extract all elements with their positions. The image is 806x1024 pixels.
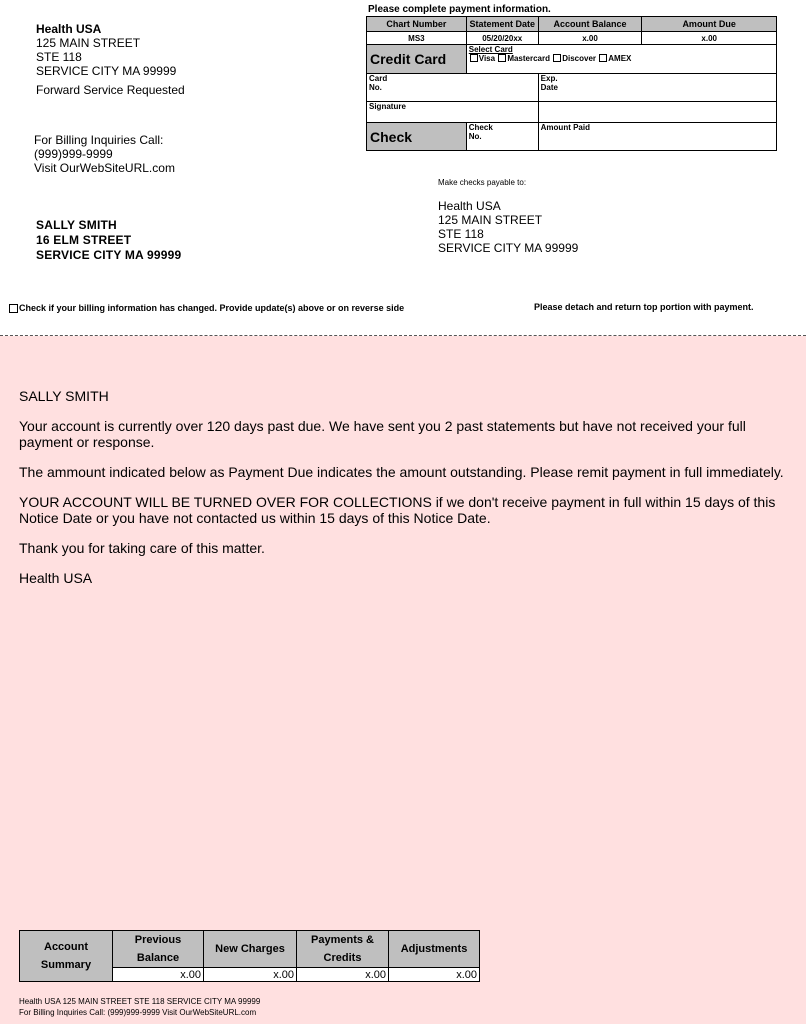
billing-website: Visit OurWebSiteURL.com	[34, 161, 175, 175]
header-adjustments: Adjustments	[389, 931, 480, 968]
visa-checkbox[interactable]	[470, 54, 478, 62]
footer-address: Health USA 125 MAIN STREET STE 118 SERVICE CITY MA 99999	[19, 997, 261, 1006]
check-number-field[interactable]	[466, 123, 538, 151]
header-previous-balance: Previous Balance	[113, 931, 204, 968]
signature-label: Signature	[369, 102, 406, 111]
header-chart-number: Chart Number	[367, 17, 467, 32]
amex-checkbox[interactable]	[599, 54, 607, 62]
sender-address	[36, 22, 185, 97]
billing-changed-checkbox[interactable]	[9, 304, 18, 313]
footer	[19, 996, 260, 1018]
patient-street: 16 ELM STREET	[36, 233, 132, 247]
credit-card-label: Credit Card	[367, 45, 467, 74]
billing-inquiries-label: For Billing Inquiries Call:	[34, 133, 164, 147]
billing-changed-label: Check if your billing information has changed. Provide update(s) above or on reverse side	[19, 303, 405, 313]
letter-paragraph-1: Your account is currently over 120 days past due. We have sent you 2 past statements but have not received your full payment or response.	[19, 418, 746, 450]
payee-city: SERVICE CITY MA 99999	[438, 241, 579, 255]
check-number-label: Check No.	[468, 123, 493, 141]
chart-number-value: MS3	[367, 32, 467, 45]
billing-inquiries	[34, 133, 175, 175]
sender-name: Health USA	[36, 22, 102, 36]
letter-paragraph-2: The ammount indicated below as Payment Due indicates the amount outstanding. Please remit payment in full immediately.	[19, 464, 784, 480]
letter-greeting: SALLY SMITH	[19, 388, 109, 404]
payee-suite: STE 118	[438, 227, 484, 241]
visa-label: Visa	[478, 54, 496, 63]
billing-changed-row	[9, 303, 404, 313]
sender-suite: STE 118	[36, 50, 82, 64]
card-select-cell	[466, 45, 776, 74]
payments-credits-value: x.00	[297, 968, 389, 982]
card-options	[469, 54, 774, 64]
signature-field[interactable]	[367, 102, 539, 123]
statement-date-value: 05/20/20xx	[466, 32, 538, 45]
remittance-stub	[0, 0, 806, 336]
sender-city: SERVICE CITY MA 99999	[36, 64, 177, 78]
amex-label: AMEX	[608, 54, 632, 63]
payee-name: Health USA	[438, 199, 501, 213]
account-balance-value: x.00	[538, 32, 642, 45]
amount-due-value: x.00	[642, 32, 777, 45]
account-summary-table	[19, 930, 480, 982]
mastercard-label: Mastercard	[507, 54, 550, 63]
check-label: Check	[367, 123, 467, 151]
payee-address	[438, 199, 578, 255]
checks-payable-note: Make checks payable to:	[438, 178, 527, 187]
patient-address	[36, 218, 181, 263]
sender-street: 125 MAIN STREET	[36, 36, 141, 50]
letter-paragraph-4: Thank you for taking care of this matter.	[19, 540, 265, 556]
letter-area	[0, 336, 806, 1024]
card-number-field[interactable]	[367, 74, 539, 102]
forward-service-note: Forward Service Requested	[36, 83, 185, 97]
header-statement-date: Statement Date	[466, 17, 538, 32]
card-number-label: Card No.	[369, 74, 388, 92]
patient-name: SALLY SMITH	[36, 218, 117, 232]
letter-body	[19, 388, 789, 600]
select-card-label: Select Card	[468, 45, 513, 54]
expiration-date-field[interactable]	[538, 74, 776, 102]
billing-phone: (999)999-9999	[34, 147, 113, 161]
new-charges-value: x.00	[204, 968, 297, 982]
discover-checkbox[interactable]	[553, 54, 561, 62]
expiration-date-label: Exp. Date	[540, 74, 558, 92]
discover-label: Discover	[562, 54, 597, 63]
previous-balance-value: x.00	[113, 968, 204, 982]
account-summary-label: Account Summary	[20, 931, 113, 982]
payment-caption: Please complete payment information.	[368, 4, 551, 15]
amount-paid-field[interactable]	[538, 123, 776, 151]
header-account-balance: Account Balance	[538, 17, 642, 32]
payment-table	[366, 16, 777, 151]
header-new-charges: New Charges	[204, 931, 297, 968]
payee-street: 125 MAIN STREET	[438, 213, 543, 227]
footer-contact: For Billing Inquiries Call: (999)999-9999 Visit OurWebSiteURL.com	[19, 1008, 257, 1017]
detach-note: Please detach and return top portion with payment.	[534, 302, 754, 312]
signature-field-extension[interactable]	[538, 102, 776, 123]
letter-signoff: Health USA	[19, 570, 93, 586]
adjustments-value: x.00	[389, 968, 480, 982]
header-payments-credits: Payments & Credits	[297, 931, 389, 968]
patient-city: SERVICE CITY MA 99999	[36, 248, 182, 262]
amount-paid-label: Amount Paid	[540, 123, 590, 132]
header-amount-due: Amount Due	[642, 17, 777, 32]
letter-paragraph-3: YOUR ACCOUNT WILL BE TURNED OVER FOR COLLECTIONS if we don't receive payment in full within 15 days of this Notice Date or you have not contacted us within 15 days of this Notice Date.	[19, 494, 776, 526]
mastercard-checkbox[interactable]	[498, 54, 506, 62]
